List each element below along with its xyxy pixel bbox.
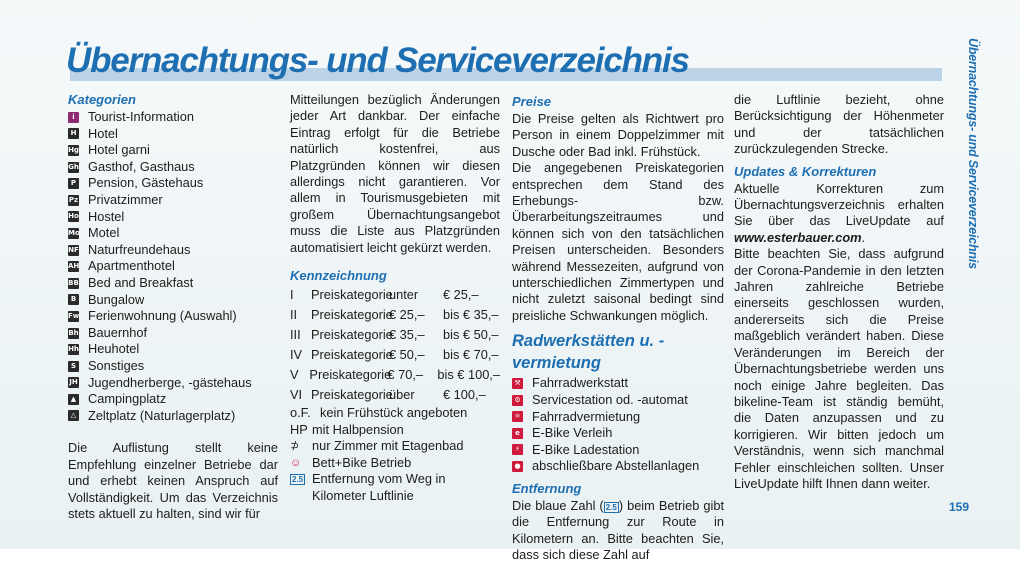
category-label: Pension, Gästehaus [88,175,204,191]
category-label: Campingplatz [88,391,167,407]
price-from: € 70,– [387,366,424,382]
bauernhof-icon: Bh [68,328,79,337]
entfernung-heading: Entfernung [512,480,582,496]
column-updates [734,92,944,492]
roman-numeral: III [290,326,301,342]
bike-service-label: Fahrradwerkstatt [532,375,629,391]
page-number: 159 [949,500,970,514]
category-item [68,275,278,292]
category-label: Zeltplatz (Naturlagerplatz) [88,407,236,423]
bike-service-item [512,458,724,475]
campingplatz-icon: ▲ [68,394,79,405]
bike-service-label: abschließbare Abstellanlagen [532,458,700,474]
price-to: € 100,– [443,386,486,402]
price-label: Preiskategorie [311,306,393,322]
symbol-label: kein Frühstück angeboten [320,405,468,421]
updates-paragraph [734,181,944,247]
price-category-row [290,385,500,405]
price-from: € 50,– [389,346,425,362]
price-to: bis € 35,– [443,306,499,322]
category-item [68,391,278,408]
bike-service-list [512,375,724,475]
bike-service-item [512,442,724,459]
apartmenthotel-icon: AH [68,262,80,271]
side-running-title: Übernachtungs- und Serviceverzeichnis [966,38,980,269]
category-item [68,142,278,159]
symbol-legend [290,405,500,504]
price-from: unter [389,286,419,302]
category-label: Naturfreundehaus [88,241,191,257]
price-label: Preiskategorie [311,346,393,362]
price-to: bis € 70,– [443,346,499,362]
ebike-charging-icon: ⚡ [512,444,523,455]
website-link[interactable]: www.esterbauer.com [734,229,862,245]
category-item [68,375,278,392]
updates-text: Aktuelle Korrekturen zum Übernachtungsverzeichnis erhalten Sie über das LiveUpdate auf [734,180,944,229]
category-label: Tourist-Information [88,109,194,125]
corona-paragraph: Bitte beachten Sie, dass aufgrund der Corona-Pandemie in den letzten Jahren zahlreiche Betriebe einerseits geschlossen wurden, andererseits sich die Preise maßgeblich verändert haben. Diese Veränderungen im Bereich der Übernachtungsbetriebe werden uns noch einige Jahre begleiten. Das bikeline-Team ist ständig bemüht, die Daten anzupassen und zu korrigieren. Wir bitten jedoch um Verständnis, wenn sich manchmal Fehler einschleichen sollten. Unser LiveUpdate hilft Ihnen dann weiter. [734,246,944,491]
kennzeichnung-heading: Kennzeichnung [290,268,387,284]
bungalow-icon: B [68,294,79,305]
category-item [68,209,278,226]
category-item [68,192,278,209]
symbol-label: nur Zimmer mit Etagenbad [312,438,464,454]
bed-and-breakfast-icon: BB [68,278,79,287]
roman-numeral: VI [290,386,303,402]
category-label: Gasthof, Gasthaus [88,158,195,174]
radwerkstaetten-heading: Radwerkstätten u. -vermietung [512,332,665,373]
category-label: Jugendherberge, -gästehaus [88,374,252,390]
symbol-row [290,405,500,422]
category-label: Hostel [88,208,125,224]
category-item [68,258,278,275]
category-label: Bungalow [88,291,145,307]
category-label: Sonstiges [88,358,145,373]
column-categories [68,92,278,522]
price-category-list [290,285,500,405]
half-board-symbol: HP [290,421,308,437]
roman-numeral: V [290,366,299,382]
ferienwohnung-icon: Fw [68,311,80,320]
bett-bike-icon: ☺ [290,456,302,469]
page-title: Übernachtungs- und Serviceverzeichnis [66,41,689,80]
hotel-garni-icon: Hg [68,145,79,154]
preise-categories-paragraph: Die angegebenen Preiskategorien entsprechen dem Stand des Erhebungs- bzw. Überarbeitungszeitraumes und können sich von den tatsächlichen Preisen unterscheiden. Besonders während Messezeiten, aufgrund von unterschiedlichen Zimmertypen und nicht zuletzt saisonal bedingt sind preisliche Schwankungen möglich. [512,160,724,323]
preise-heading: Preise [512,94,552,109]
category-item [68,292,278,309]
entfernung-text-end: ) beim Betrieb gibt die Entfernung zur Route in Kilometern an. Bitte beachten Sie, dass sich diese Zahl auf [512,497,724,563]
price-category-row [290,345,500,365]
column-kennzeichnung [290,92,500,504]
intro-paragraph: Mitteilungen bezüglich Änderungen jeder Art dankbar. Der einfache Eintrag erfolgt für die Betriebe natürlich kostenfrei, aus Platzgründen können wir diesen allerdings nicht garantieren. Vor allem in Tourismusgebieten mit großem Übernachtungsangebot muss die Liste aus Platzgründen automatisiert leicht gekürzt werden. [290,92,500,255]
category-label: Hotel [88,125,118,141]
price-from: € 25,– [389,306,425,322]
kategorien-heading: Kategorien [68,92,136,107]
category-item [68,308,278,325]
category-item [68,126,278,143]
updates-heading: Updates & Korrekturen [734,163,877,179]
bike-service-item [512,408,724,425]
bike-service-item [512,375,724,392]
price-category-row [290,285,500,305]
category-item [68,325,278,342]
price-label: Preiskategorie [311,386,393,402]
category-item [68,175,278,192]
entfernung-text-start: Die blaue Zahl ( [512,497,604,513]
price-to: bis € 50,– [443,326,499,342]
tourist-info-icon: i [68,112,79,123]
symbol-row [290,422,500,439]
jugendherberge-icon: JH [69,378,78,387]
symbol-row [290,438,500,455]
price-label: Preiskategorie [311,286,393,302]
preise-paragraph: Die Preise gelten als Richtwert pro Person in einem Doppelzimmer mit Dusche oder Bad inkl. Frühstück. [512,111,724,159]
category-list [68,109,278,424]
price-category-row [290,365,500,385]
sonstiges-icon: S [68,361,79,372]
motel-icon: Mo [68,228,80,237]
category-item [68,109,278,126]
price-to: € 25,– [443,286,479,302]
price-category-row [290,325,500,345]
price-label: Preiskategorie [309,366,392,382]
bike-service-label: E-Bike Verleih [532,425,613,441]
disclaimer-paragraph: Die Auflistung stellt keine Empfehlung einzelner Betriebe dar und erhebt keinen Anspruch auf Vollständigkeit. Um das Verzeichnis stets aktuell zu halten, sind wir für [68,440,278,521]
roman-numeral: IV [290,346,303,362]
category-label: Bauernhof [88,324,148,340]
category-item [68,225,278,242]
pension-icon: P [68,178,79,189]
service-station-icon: ⚙ [512,395,523,406]
price-from: € 35,– [389,326,425,342]
gasthof-icon: Gh [68,162,79,171]
privatzimmer-icon: Pz [68,195,79,204]
bike-service-label: Fahrradvermietung [532,408,641,424]
category-label: Bed and Breakfast [88,275,194,291]
category-item [68,408,278,425]
updates-text-end: . [861,229,866,245]
naturfreundehaus-icon: NF [68,245,79,254]
category-label: Motel [88,225,120,241]
distance-box-icon: 2.5 [292,475,304,485]
category-item [68,159,278,176]
category-label: Privatzimmer [88,192,163,208]
ebike-rental-icon: e [512,428,523,439]
category-item [68,341,278,358]
price-from: über [389,386,415,402]
price-label: Preiskategorie [311,326,393,342]
lock-icon: ● [512,461,523,472]
category-label: Hotel garni [88,142,150,158]
no-breakfast-symbol: o.F. [290,405,311,421]
zeltplatz-icon: △ [68,410,79,421]
bike-service-item [512,392,724,409]
symbol-row [290,471,500,504]
symbol-label: Entfernung vom Weg in Kilometer Luftlinie [312,471,446,504]
category-label: Apartmenthotel [88,258,175,274]
category-label: Ferienwohnung (Auswahl) [88,308,237,324]
distance-box-icon: 2.5 [605,502,617,512]
bike-service-item [512,425,724,442]
hotel-icon: H [68,128,79,139]
bike-workshop-icon: ⚒ [512,378,523,389]
price-category-row [290,305,500,325]
luftlinie-paragraph: die Luftlinie bezieht, ohne Berücksichtigung der Höhenmeter und der tatsächlichen zurückzulegenden Strecke. [734,92,944,157]
roman-numeral: II [290,306,298,322]
symbol-row [290,455,500,472]
price-to: bis € 100,– [437,366,500,382]
category-item [68,358,278,375]
symbol-label: Bett+Bike Betrieb [312,454,412,470]
bike-rental-icon: ⚛ [512,411,523,422]
shared-bathroom-icon: ⊅ [290,440,300,453]
entfernung-paragraph [512,498,724,563]
bike-service-label: Servicestation od. -automat [532,391,688,407]
category-item [68,242,278,259]
column-preise [512,92,724,563]
hostel-icon: Ho [68,212,79,221]
category-label: Heuhotel [88,341,140,357]
symbol-label: mit Halbpension [312,421,404,437]
bike-service-label: E-Bike Ladestation [532,441,640,457]
heuhotel-icon: Hh [68,345,79,354]
roman-numeral: I [290,286,294,302]
